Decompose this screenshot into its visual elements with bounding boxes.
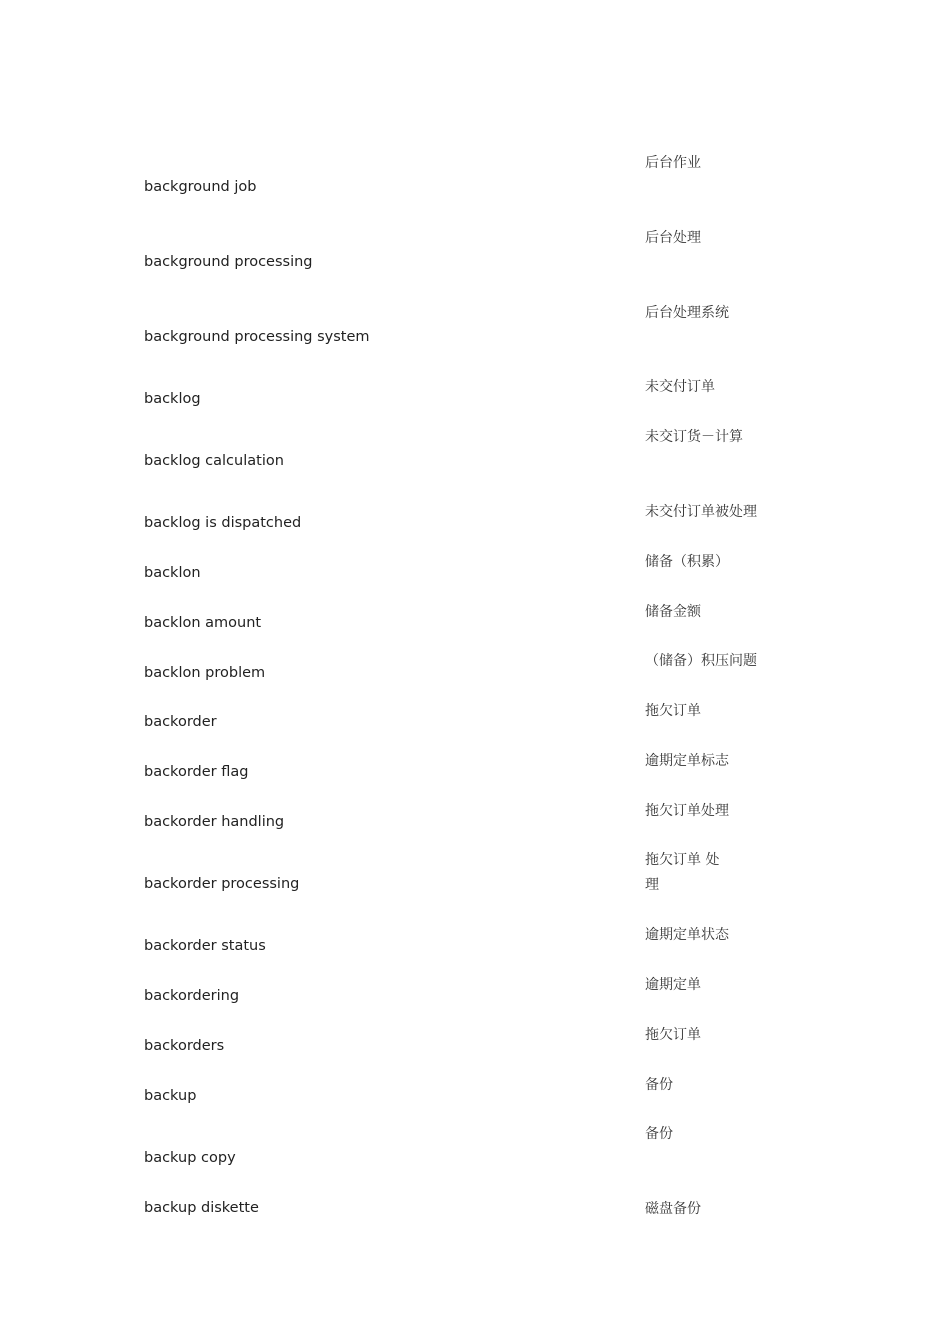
term-en: backlon problem <box>144 665 266 681</box>
term-zh: 拖欠订单 <box>645 703 701 719</box>
term-zh: 后台作业 <box>645 155 701 171</box>
term-zh: 拖欠订单 处 <box>645 852 720 868</box>
term-en: background job <box>144 179 257 195</box>
term-en: backorder status <box>144 938 266 954</box>
term-en: backup diskette <box>144 1200 259 1216</box>
term-zh: 未交订货－计算 <box>645 429 743 445</box>
term-en: backorder flag <box>144 764 249 780</box>
term-zh: 后台处理 <box>645 230 701 246</box>
term-en: backordering <box>144 988 240 1004</box>
term-en: backlog is dispatched <box>144 515 302 531</box>
term-en: backlog <box>144 391 201 407</box>
term-zh-line2: 理 <box>645 877 659 893</box>
term-zh: （储备）积压问题 <box>645 653 757 669</box>
term-zh: 后台处理系统 <box>645 305 729 321</box>
term-en: backlon amount <box>144 615 262 631</box>
term-zh: 备份 <box>645 1126 673 1142</box>
term-zh: 逾期定单状态 <box>645 927 729 943</box>
term-zh: 磁盘备份 <box>645 1201 701 1217</box>
term-zh: 储备（积累） <box>645 554 729 570</box>
term-zh: 逾期定单标志 <box>645 753 729 769</box>
term-zh: 拖欠订单 <box>645 1027 701 1043</box>
term-en: backorder handling <box>144 814 285 830</box>
term-zh: 未交付订单被处理 <box>645 504 757 520</box>
term-zh: 逾期定单 <box>645 977 701 993</box>
term-en: backorders <box>144 1038 225 1054</box>
term-zh: 储备金额 <box>645 604 701 620</box>
term-en: backlon <box>144 565 201 581</box>
term-zh: 拖欠订单处理 <box>645 803 729 819</box>
term-en: backlog calculation <box>144 453 284 469</box>
term-zh: 未交付订单 <box>645 379 715 395</box>
term-en: background processing <box>144 254 313 270</box>
term-zh: 备份 <box>645 1077 673 1093</box>
term-en: backup copy <box>144 1150 236 1166</box>
term-en: backup <box>144 1088 197 1104</box>
term-en: background processing system <box>144 329 370 345</box>
term-en: backorder <box>144 714 217 730</box>
term-en: backorder processing <box>144 876 300 892</box>
